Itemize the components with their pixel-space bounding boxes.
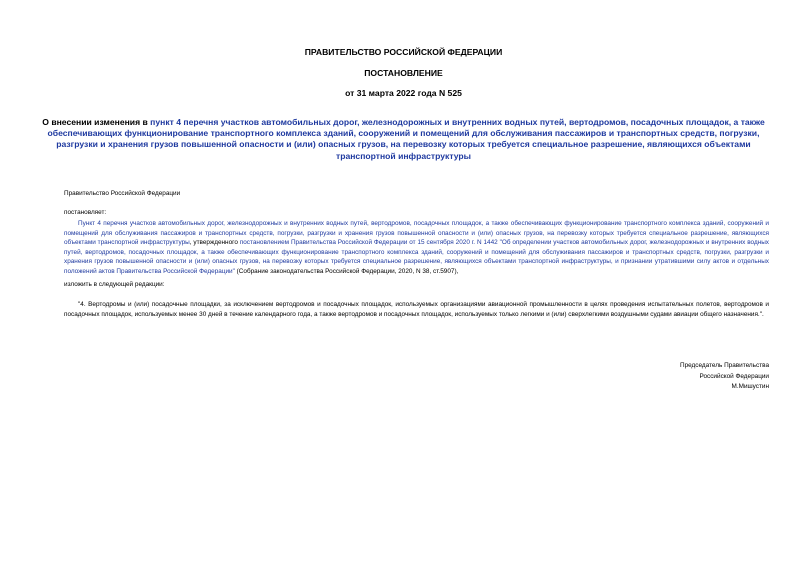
signature-line-3: М.Мишустин: [731, 383, 769, 390]
restate-line: изложить в следующей редакции:: [64, 281, 165, 288]
authority-heading: ПРАВИТЕЛЬСТВО РОССИЙСКОЙ ФЕДЕРАЦИИ: [304, 47, 503, 57]
approved-text: , утвержденного: [189, 239, 240, 247]
doc-type-heading: ПОСТАНОВЛЕНИЕ: [364, 68, 443, 78]
paragraph-1: [64, 219, 769, 277]
title-prefix: О внесении изменения в: [42, 117, 151, 127]
document-title: [40, 117, 767, 162]
resolves-line: постановляет:: [64, 209, 107, 216]
signature-block: [680, 361, 769, 393]
quoted-new-text: "4. Вертодромы и (или) посадочные площадки, за исключением вертодромов и посадочных площадок, используемых организациями авиационной промышленности в целях проведения испытательных полетов, вертодромов и посадочных площадок, используемых менее 30 дней в течение календарного года, а также вертодромов и посадочных площадок, используемых только легкими и (или) сверхлегкими воздушными судами авиации общего назначения.".: [64, 301, 769, 318]
signature-line-1: Председатель Правительства: [680, 362, 769, 369]
date-number-heading: от 31 марта 2022 года N 525: [345, 88, 462, 98]
signature-line-2: Российской Федерации: [699, 372, 769, 380]
item4-link[interactable]: Пункт 4 перечня участков автомобильных дорог, железнодорожных и внутренних водных путей, вертодромов, посадочных площадок, а также обеспечивающих функционирование транспортного комплекса зданий, сооружений и помещений для обслуживания пассажиров и транспортных средств, погрузки, разгрузки и хранения грузов повышенной опасности и (или) опасных грузов, на перевозку которых требуется специальное разрешение, являющихся объектами транспортной инфраструктуры: [64, 220, 769, 247]
title-link[interactable]: пункт 4 перечня участков автомобильных дорог, железнодорожных и внутренних водных путей, вертодромов, посадочных площадок, а также обеспечивающих функционирование транспортного комплекса зданий, сооружений и помещений для обслуживания пассажиров и транспортных средств, погрузки, разгрузки и хранения грузов повышенной опасности и (или) опасных грузов, на перевозку которых требуется специальное разрешение, являющихся объектами транспортной инфраструктуры: [47, 117, 765, 161]
legislation-reference: (Собрание законодательства Российской Федерации, 2020, N 38, ст.5907),: [234, 267, 459, 275]
government-line: Правительство Российской Федерации: [64, 190, 181, 197]
resolution-1442-link[interactable]: постановлением Правительства Российской Федерации от 15 сентября 2020 г. N 1442 "Об определении участков автомобильных дорог, железнодорожных и внутренних водных путей, вертодромов, посадочных площадок, а также обеспечивающих функционирование транспортного комплекса зданий, сооружений и помещений для обслуживания пассажиров и транспортных средств, погрузки, разгрузки и хранения грузов повышенной опасности и (или) опасных грузов, на перевозку которых требуется специальное разрешение, являющихся объектами транспортной инфраструктуры, и признании утратившими силу актов и отдельных положений актов Правительства Российской Федерации": [64, 239, 770, 275]
